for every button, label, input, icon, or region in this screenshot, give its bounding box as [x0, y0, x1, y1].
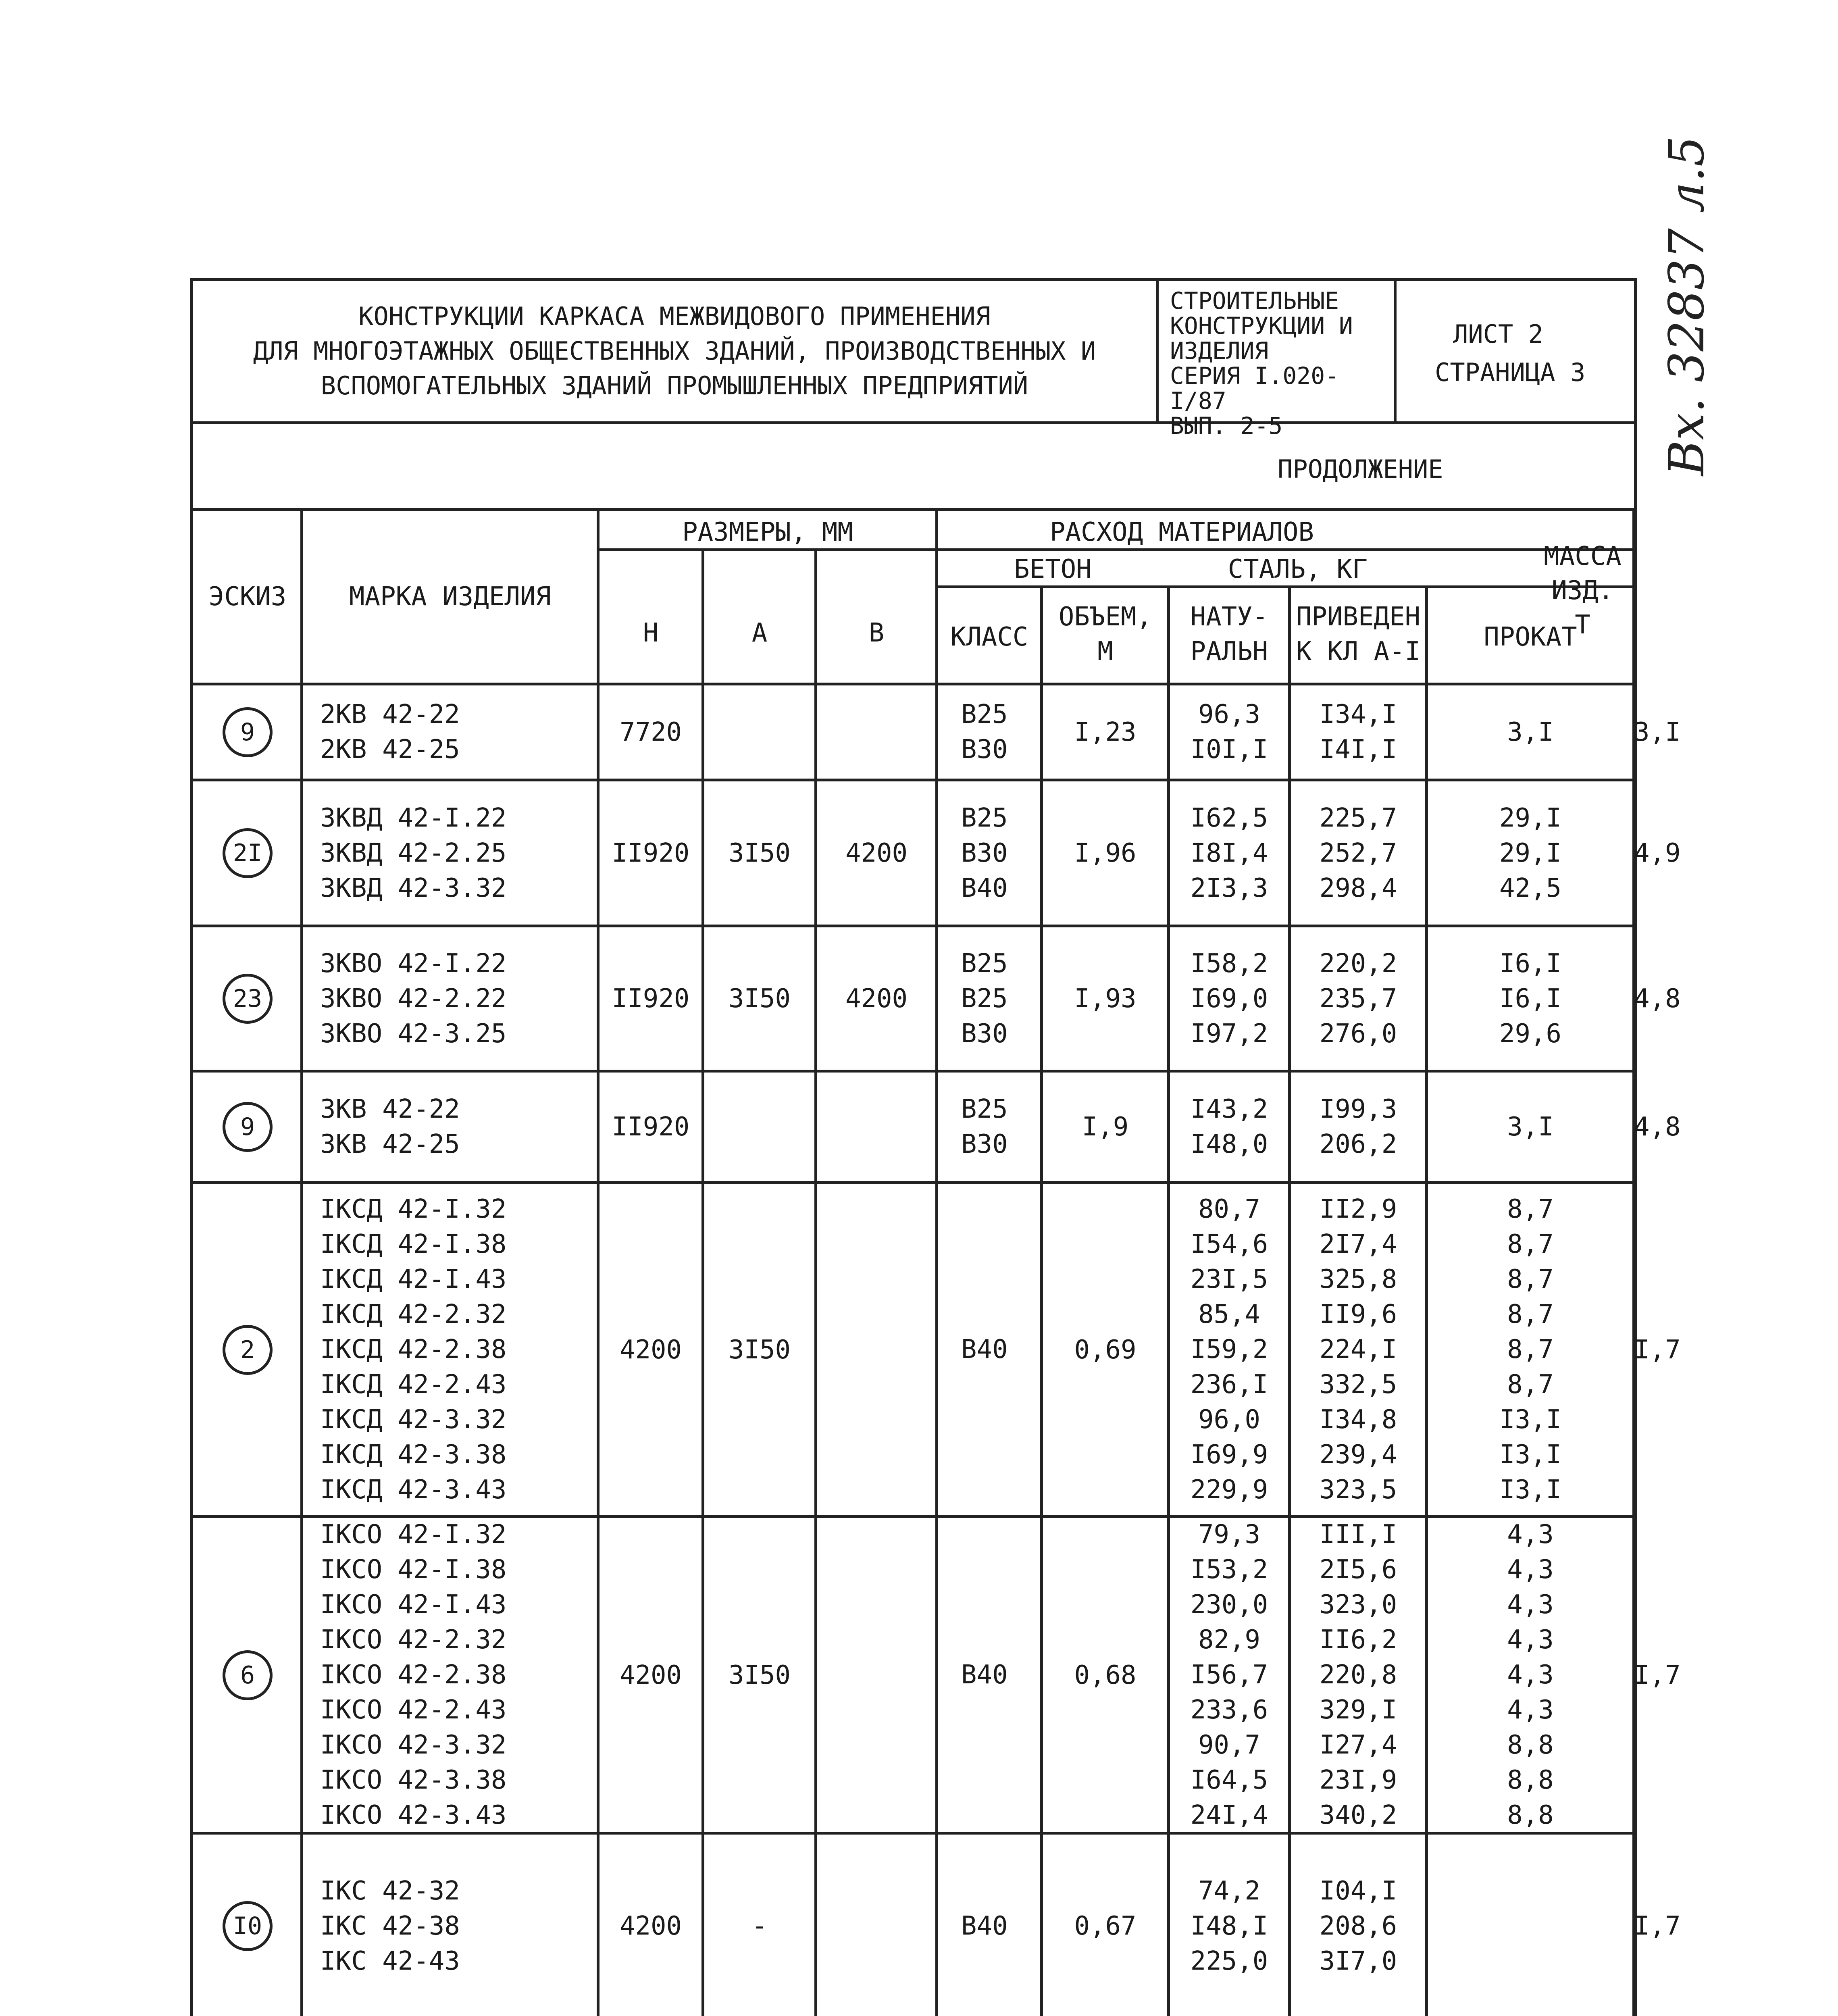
cell-line: 229,9: [1190, 1475, 1268, 1505]
cell-line: 3КВД 42-I.22: [320, 803, 507, 833]
cell-line: 90,7: [1198, 1730, 1261, 1760]
steel-rolled-list: [1427, 1192, 1634, 1508]
series-line: СТРОИТЕЛЬНЫЕ: [1170, 287, 1339, 314]
steel-rolled-list: [1427, 946, 1634, 1052]
cell-line: 3,I: [1507, 717, 1554, 747]
cell-line: I34,I: [1319, 700, 1397, 729]
column-header-concrete: БЕТОН: [1014, 554, 1092, 584]
cell-line: I3,I: [1499, 1405, 1562, 1435]
size-h: II920: [612, 1112, 690, 1142]
product-mark-list: [320, 697, 598, 767]
concrete-class-list: [961, 697, 1042, 767]
cell-line: 3КВ 42-25: [320, 1129, 460, 1159]
cell-line: В30: [961, 1018, 1008, 1049]
steel-rolled-list: [1427, 1517, 1634, 1833]
sketch-number-circle: I0: [223, 1901, 273, 1951]
title-block: [193, 281, 1634, 439]
cell-line: 239,4: [1319, 1440, 1397, 1470]
cell-line: IКСО 42-3.38: [320, 1765, 507, 1795]
cell-line: 29,6: [1499, 1018, 1562, 1049]
steel-natural-list: [1169, 1092, 1290, 1162]
sketch-number-circle: 2: [223, 1325, 273, 1375]
cell-line: IКСД 42-2.38: [320, 1335, 507, 1364]
grid-line: [193, 1070, 1634, 1073]
concrete-volume: I,9: [1082, 1112, 1129, 1142]
steel-rolled-list: [1427, 715, 1634, 750]
steel-natural-list: [1169, 946, 1290, 1052]
grid-line: [814, 551, 817, 2016]
cell-line: В25: [961, 983, 1008, 1014]
cell-line: 8,8: [1507, 1800, 1554, 1830]
page-number: СТРАНИЦА 3: [1435, 358, 1586, 387]
product-mark-list: [320, 946, 598, 1052]
sheet-page-block: [1397, 281, 1634, 421]
cell-line: I53,2: [1190, 1555, 1268, 1585]
concrete-class-list: [961, 946, 1042, 1052]
cell-line: I43,2: [1190, 1094, 1268, 1124]
continuation-row: [193, 424, 1634, 511]
cell-line: IКС 42-32: [320, 1876, 460, 1906]
cell-line: 29,I: [1499, 803, 1562, 833]
steel-natural-list: [1169, 1192, 1290, 1508]
document-sheet: [190, 278, 1681, 2016]
cell-line: В25: [961, 700, 1008, 729]
cell-line: I48,I: [1190, 1911, 1268, 1941]
concrete-volume: I,23: [1074, 717, 1137, 747]
cell-line: I34,8: [1319, 1405, 1397, 1435]
steel-reduced-list: [1290, 1192, 1427, 1508]
cell-line: 24I,4: [1190, 1800, 1268, 1830]
steel-natural-list: [1169, 697, 1290, 767]
cell-line: 2I7,4: [1319, 1229, 1397, 1259]
cell-line: В30: [961, 838, 1008, 868]
size-b: 4200: [845, 838, 908, 868]
series-block: [1159, 281, 1397, 439]
grid-line: [193, 683, 1634, 685]
product-mark-list: [320, 1092, 598, 1162]
column-header-sizes: РАЗМЕРЫ, ММ: [682, 517, 853, 547]
sketch-number-circle: 6: [223, 1650, 273, 1700]
cell-line: IКСД 42-I.43: [320, 1264, 507, 1294]
steel-reduced-list: [1290, 1874, 1427, 1979]
cell-line: I69,0: [1190, 983, 1268, 1014]
cell-line: 8,7: [1507, 1264, 1554, 1294]
cell-line: IКСО 42-3.32: [320, 1730, 507, 1760]
cell-line: II9,6: [1319, 1300, 1397, 1329]
cell-line: IКСД 42-I.38: [320, 1229, 507, 1259]
column-header-volume: М: [1097, 637, 1113, 666]
cell-line: 208,6: [1319, 1911, 1397, 1941]
cell-line: В40: [961, 1911, 1008, 1941]
column-header-reduced: К КЛ А-I: [1296, 637, 1421, 666]
cell-line: 233,6: [1190, 1695, 1268, 1725]
sketch-number-circle: 23: [223, 974, 273, 1024]
grid-line: [193, 1181, 1634, 1184]
column-header-class: КЛАСС: [950, 622, 1028, 652]
column-header-mass: МАССА: [1544, 541, 1622, 571]
cell-line: 276,0: [1319, 1018, 1397, 1049]
grid-line: [701, 551, 704, 2016]
column-header-sketch: ЭСКИЗ: [208, 582, 287, 612]
cell-line: 2I3,3: [1190, 873, 1268, 903]
cell-line: 8,7: [1507, 1229, 1554, 1259]
cell-line: 224,I: [1319, 1335, 1397, 1364]
cell-line: 3КВД 42-2.25: [320, 838, 507, 868]
column-header-h: Н: [643, 618, 659, 648]
cell-line: 3КВД 42-3.32: [320, 873, 507, 903]
cell-line: В30: [961, 1129, 1008, 1159]
series-line: СЕРИЯ I.020-I/87: [1170, 362, 1339, 414]
cell-line: IКСД 42-I.32: [320, 1194, 507, 1224]
product-mass: I,7: [1634, 1335, 1681, 1365]
cell-line: IКСО 42-I.43: [320, 1590, 507, 1620]
column-header-mass: Т: [1575, 610, 1590, 640]
series-line: КОНСТРУКЦИИ И: [1170, 312, 1353, 339]
series-line: ВЫП. 2-5: [1170, 412, 1283, 439]
size-h: II920: [612, 838, 690, 868]
cell-line: 225,7: [1319, 803, 1397, 833]
cell-line: 298,4: [1319, 873, 1397, 903]
cell-line: 235,7: [1319, 983, 1397, 1014]
product-mark-list: [320, 801, 598, 906]
cell-line: 96,3: [1198, 700, 1261, 729]
product-mark-list: [320, 1517, 598, 1833]
cell-line: IКС 42-43: [320, 1946, 460, 1976]
cell-line: 230,0: [1190, 1590, 1268, 1620]
cell-line: I3,I: [1499, 1475, 1562, 1505]
document-title: [193, 281, 1159, 421]
cell-line: 4,3: [1507, 1555, 1554, 1585]
cell-line: 3КВО 42-3.25: [320, 1018, 507, 1049]
cell-line: 3КВО 42-2.22: [320, 983, 507, 1014]
cell-line: I69,9: [1190, 1440, 1268, 1470]
cell-line: 4,3: [1507, 1625, 1554, 1655]
cell-line: I64,5: [1190, 1765, 1268, 1795]
cell-line: IКСО 42-2.43: [320, 1695, 507, 1725]
cell-line: 2I5,6: [1319, 1555, 1397, 1585]
product-mass: 4,9: [1634, 838, 1681, 868]
cell-line: В40: [961, 1660, 1008, 1690]
product-mass: 4,8: [1634, 1112, 1681, 1142]
cell-line: В25: [961, 803, 1008, 833]
cell-line: 225,0: [1190, 1946, 1268, 1976]
concrete-volume: 0,68: [1074, 1660, 1137, 1690]
cell-line: 4,3: [1507, 1695, 1554, 1725]
grid-line: [193, 925, 1634, 927]
cell-line: В30: [961, 735, 1008, 764]
column-header-materials: РАСХОД МАТЕРИАЛОВ: [1049, 517, 1314, 547]
cell-line: IКСД 42-2.32: [320, 1300, 507, 1329]
cell-line: 206,2: [1319, 1129, 1397, 1159]
cell-line: I8I,4: [1190, 838, 1268, 868]
cell-line: 329,I: [1319, 1695, 1397, 1725]
sheet-number: ЛИСТ 2: [1453, 319, 1543, 349]
concrete-volume: 0,69: [1074, 1335, 1137, 1365]
cell-line: 23I,9: [1319, 1765, 1397, 1795]
size-h: 4200: [619, 1911, 682, 1941]
concrete-class-list: [961, 801, 1042, 906]
size-h: 4200: [619, 1660, 682, 1690]
concrete-class-list: [961, 1658, 1042, 1693]
column-header-steel: СТАЛЬ, КГ: [1228, 554, 1368, 584]
cell-line: IКСО 42-I.38: [320, 1555, 507, 1585]
steel-rolled-list: [1427, 801, 1634, 906]
sketch-number-circle: 9: [223, 1102, 273, 1152]
size-b: 4200: [845, 984, 908, 1014]
incoming-stamp-note: Вх. 32837 л.5: [1659, 136, 1715, 476]
series-line: ИЗДЕЛИЯ: [1170, 337, 1269, 364]
cell-line: 325,8: [1319, 1264, 1397, 1294]
cell-line: 8,7: [1507, 1335, 1554, 1364]
cell-line: 252,7: [1319, 838, 1397, 868]
cell-line: 4,3: [1507, 1590, 1554, 1620]
steel-reduced-list: [1290, 697, 1427, 767]
steel-rolled-list: [1427, 1110, 1634, 1145]
cell-line: I48,0: [1190, 1129, 1268, 1159]
cell-line: 3КВ 42-22: [320, 1094, 460, 1124]
steel-reduced-list: [1290, 1517, 1427, 1833]
product-mark-list: [320, 1874, 598, 1979]
steel-reduced-list: [1290, 946, 1427, 1052]
concrete-class-list: [961, 1332, 1042, 1367]
title-line: КОНСТРУКЦИИ КАРКАСА МЕЖВИДОВОГО ПРИМЕНЕНИЯ: [358, 302, 991, 331]
cell-line: I97,2: [1190, 1018, 1268, 1049]
concrete-class-list: [961, 1909, 1042, 1944]
cell-line: 8,7: [1507, 1194, 1554, 1224]
cell-line: IКСО 42-I.32: [320, 1520, 507, 1549]
size-h: 7720: [619, 717, 682, 747]
cell-line: I0I,I: [1190, 735, 1268, 764]
continuation-label: ПРОДОЛЖЕНИЕ: [1278, 454, 1443, 484]
cell-line: В40: [961, 1335, 1008, 1364]
grid-line: [193, 779, 1634, 781]
product-mark-list: [320, 1192, 598, 1508]
cell-line: II2,9: [1319, 1194, 1397, 1224]
size-h: II920: [612, 984, 690, 1014]
grid-line: [935, 511, 938, 2016]
cell-line: 4,3: [1507, 1660, 1554, 1690]
cell-line: III,I: [1319, 1520, 1397, 1549]
cell-line: I99,3: [1319, 1094, 1397, 1124]
column-header-reduced: ПРИВЕДЕН: [1296, 602, 1421, 632]
column-header-mass: ИЗД.: [1551, 576, 1614, 606]
steel-natural-list: [1169, 1874, 1290, 1979]
cell-line: IКСО 42-2.38: [320, 1660, 507, 1690]
column-header-volume: ОБЪЕМ,: [1058, 602, 1152, 632]
cell-line: 3КВО 42-I.22: [320, 948, 507, 979]
steel-natural-list: [1169, 1517, 1290, 1833]
cell-line: 23I,5: [1190, 1264, 1268, 1294]
cell-line: I3,I: [1499, 1440, 1562, 1470]
column-header-a: А: [751, 618, 768, 648]
cell-line: I54,6: [1190, 1229, 1268, 1259]
cell-line: I4I,I: [1319, 735, 1397, 764]
concrete-volume: I,93: [1074, 984, 1137, 1014]
concrete-volume: 0,67: [1074, 1911, 1137, 1941]
cell-line: 79,3: [1198, 1520, 1261, 1549]
cell-line: 220,2: [1319, 948, 1397, 979]
cell-line: I59,2: [1190, 1335, 1268, 1364]
cell-line: В40: [961, 873, 1008, 903]
cell-line: 96,0: [1198, 1405, 1261, 1435]
size-a: 3I50: [728, 838, 791, 868]
cell-line: 29,I: [1499, 838, 1562, 868]
cell-line: IКСО 42-3.43: [320, 1800, 507, 1830]
cell-line: I58,2: [1190, 948, 1268, 979]
cell-line: IКСД 42-3.38: [320, 1440, 507, 1470]
concrete-volume: I,96: [1074, 838, 1137, 868]
cell-line: 8,7: [1507, 1370, 1554, 1400]
cell-line: 323,5: [1319, 1475, 1397, 1505]
cell-line: 8,7: [1507, 1300, 1554, 1329]
column-header-rolled: ПРОКАТ: [1484, 622, 1577, 652]
sketch-number-circle: 9: [223, 707, 273, 757]
column-header-mark: МАРКА ИЗДЕЛИЯ: [349, 582, 551, 612]
product-mass: I,7: [1634, 1911, 1681, 1941]
cell-line: 2КВ 42-25: [320, 735, 460, 764]
cell-line: 3,I: [1507, 1112, 1554, 1142]
cell-line: I6,I: [1499, 983, 1562, 1014]
cell-line: В25: [961, 1094, 1008, 1124]
cell-line: IКС 42-38: [320, 1911, 460, 1941]
column-header-b: В: [868, 618, 885, 648]
cell-line: 332,5: [1319, 1370, 1397, 1400]
cell-line: I04,I: [1319, 1876, 1397, 1906]
cell-line: I56,7: [1190, 1660, 1268, 1690]
cell-line: 85,4: [1198, 1300, 1261, 1329]
cell-line: 4,3: [1507, 1520, 1554, 1549]
cell-line: IКСД 42-3.32: [320, 1405, 507, 1435]
cell-line: 220,8: [1319, 1660, 1397, 1690]
size-a: -: [751, 1911, 768, 1941]
steel-reduced-list: [1290, 801, 1427, 906]
size-a: 3I50: [728, 984, 791, 1014]
cell-line: 74,2: [1198, 1876, 1261, 1906]
cell-line: I62,5: [1190, 803, 1268, 833]
cell-line: I6,I: [1499, 948, 1562, 979]
cell-line: 3I7,0: [1319, 1946, 1397, 1976]
steel-reduced-list: [1290, 1092, 1427, 1162]
grid-line: [300, 511, 303, 2016]
cell-line: IКСД 42-2.43: [320, 1370, 507, 1400]
title-line: ВСПОМОГАТЕЛЬНЫХ ЗДАНИЙ ПРОМЫШЛЕННЫХ ПРЕДПРИЯТИЙ: [321, 371, 1028, 400]
steel-natural-list: [1169, 801, 1290, 906]
cell-line: IКСО 42-2.32: [320, 1625, 507, 1655]
product-mass: 4,8: [1634, 984, 1681, 1014]
size-a: 3I50: [728, 1660, 791, 1690]
title-line: ДЛЯ МНОГОЭТАЖНЫХ ОБЩЕСТВЕННЫХ ЗДАНИЙ, ПРОИЗВОДСТВЕННЫХ И: [253, 336, 1096, 366]
sketch-number-circle: 2I: [223, 828, 273, 878]
cell-line: I27,4: [1319, 1730, 1397, 1760]
cell-line: 82,9: [1198, 1625, 1261, 1655]
product-mass: 3,I: [1634, 717, 1681, 747]
cell-line: 2КВ 42-22: [320, 700, 460, 729]
cell-line: В25: [961, 948, 1008, 979]
cell-line: 236,I: [1190, 1370, 1268, 1400]
cell-line: 80,7: [1198, 1194, 1261, 1224]
size-h: 4200: [619, 1335, 682, 1365]
cell-line: 42,5: [1499, 873, 1562, 903]
cell-line: 340,2: [1319, 1800, 1397, 1830]
cell-line: 8,8: [1507, 1730, 1554, 1760]
concrete-class-list: [961, 1092, 1042, 1162]
column-header-natural: РАЛЬН: [1190, 637, 1268, 666]
column-header-natural: НАТУ-: [1190, 602, 1268, 632]
size-a: 3I50: [728, 1335, 791, 1365]
cell-line: 8,8: [1507, 1765, 1554, 1795]
product-mass: I,7: [1634, 1660, 1681, 1690]
cell-line: II6,2: [1319, 1625, 1397, 1655]
cell-line: IКСД 42-3.43: [320, 1475, 507, 1505]
cell-line: 323,0: [1319, 1590, 1397, 1620]
